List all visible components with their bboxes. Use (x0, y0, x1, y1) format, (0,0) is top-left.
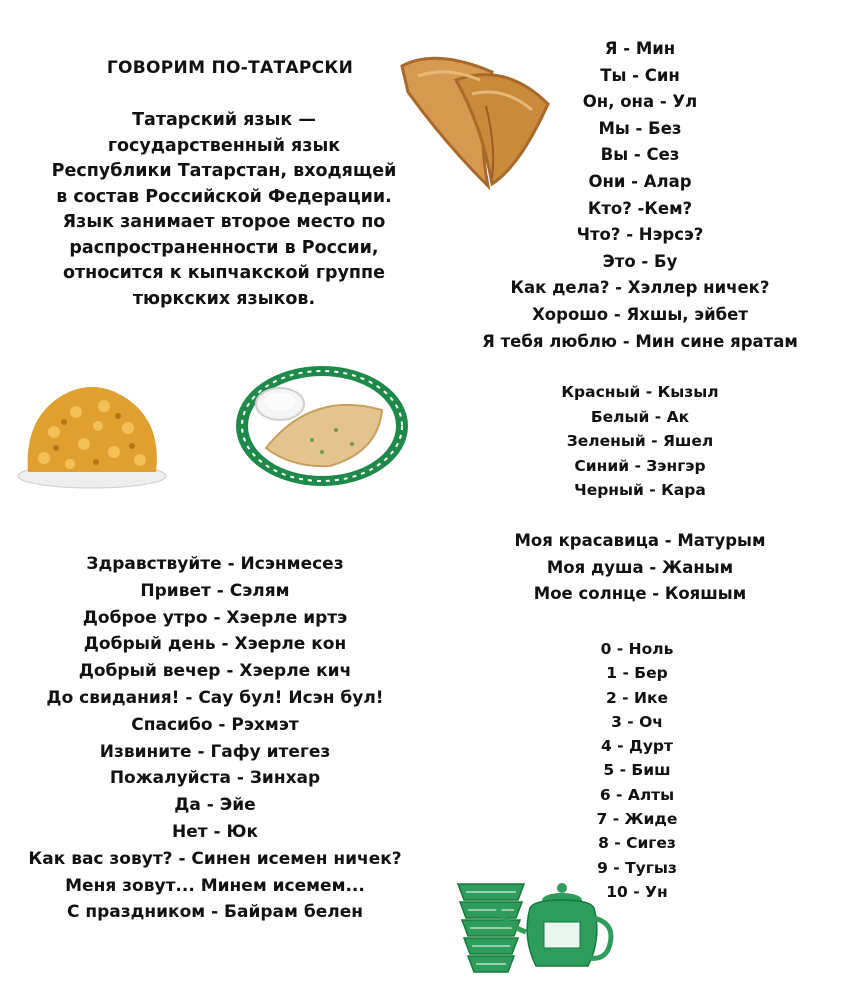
green-teaset-image (450, 874, 622, 978)
greeting-row: Здравствуйте - Исэнмесез (86, 554, 344, 574)
greeting-row: Меня зовут... Минем исемем... (65, 875, 365, 896)
number-row: 9 - Тугыз (597, 858, 677, 877)
number-row: 0 - Ноль (600, 640, 674, 658)
intro-line: распространенности в России, (69, 237, 379, 258)
greeting-row: Как вас зовут? - Синен исемен ничек? (28, 848, 402, 869)
number-row: 8 - Сигез (598, 834, 676, 853)
greeting-row: До свидания! - Сау бул! Исэн бул! (46, 687, 384, 708)
number-row: 1 - Бер (606, 664, 668, 683)
color-row: Красный - Кызыл (561, 383, 719, 401)
intro-line: относится к кыпчакской группе (63, 263, 385, 283)
phrase-row: Что? - Нэрсэ? (576, 225, 704, 245)
greeting-row: Привет - Сэлям (140, 580, 290, 601)
page-title: ГОВОРИМ ПО-ТАТАРСКИ (106, 58, 354, 78)
number-row: 10 - Ун (606, 882, 668, 901)
phrase-row: Я тебя люблю - Мин сине яратам (482, 331, 798, 351)
greeting-row: Добрый вечер - Хэерле кич (78, 661, 352, 682)
number-row: 4 - Дурт (601, 737, 673, 756)
greeting-row: Добрый день - Хэерле кон (83, 634, 347, 655)
triangular-pastry-image (396, 46, 556, 192)
greeting-row: Извините - Гафу итегез (99, 741, 331, 762)
phrase-row: Я - Мин (604, 39, 676, 58)
color-row: Черный - Кара (574, 481, 706, 500)
greeting-row: Спасибо - Рэхмэт (131, 714, 299, 735)
greeting-row: Пожалуйста - Зинхар (109, 768, 321, 789)
intro-line: Республики Татарстан, входящей (51, 161, 397, 181)
number-row: 6 - Алты (599, 785, 675, 804)
phrase-row: Кто? -Кем? (587, 198, 693, 218)
phrase-row: Мы - Без (598, 118, 682, 138)
greetings-list (6, 551, 424, 926)
color-row: Зеленый - Яшел (566, 432, 714, 451)
intro-line: в состав Российской Федерации. (56, 186, 392, 207)
number-row: 5 - Биш (603, 761, 671, 780)
color-row: Белый - Ак (590, 407, 690, 426)
intro-line: Татарский язык — (132, 110, 316, 130)
endearments-list (480, 528, 800, 608)
intro-text (18, 108, 430, 312)
number-row: 3 - Оч (611, 712, 663, 731)
intro-line: Язык занимает второе место по (62, 212, 386, 232)
number-row: 7 - Жиде (596, 810, 678, 829)
greeting-row: Доброе утро - Хэерле иртэ (82, 607, 348, 628)
greeting-row: Нет - Юк (172, 821, 258, 842)
endearment-row: Мое солнце - Кояшым (533, 584, 747, 604)
colors-list (500, 380, 780, 503)
numbers-list (560, 637, 714, 904)
number-row: 2 - Ике (605, 688, 668, 707)
chak-chak-image (14, 372, 170, 492)
intro-line: государственный язык (107, 135, 341, 156)
phrase-row: Хорошо - Яхшы, эйбет (532, 304, 748, 324)
phrase-row: Ты - Син (600, 65, 680, 85)
intro-line: тюркских языков. (132, 288, 316, 309)
phrase-row: Они - Алар (588, 171, 692, 191)
phrase-row: Вы - Сез (600, 145, 680, 165)
greeting-row: С праздником - Байрам белен (67, 902, 363, 923)
endearment-row: Моя душа - Жаным (546, 557, 734, 577)
phrase-row: Он, она - Ул (582, 92, 698, 112)
flatbread-plate-image (232, 360, 412, 490)
color-row: Синий - Зэнгэр (574, 456, 706, 475)
greeting-row: Да - Эйе (174, 795, 256, 816)
phrase-row: Это - Бу (602, 251, 678, 271)
endearment-row: Моя красавица - Матурым (514, 531, 766, 550)
phrase-row: Как дела? - Хэллер ничек? (510, 278, 770, 298)
